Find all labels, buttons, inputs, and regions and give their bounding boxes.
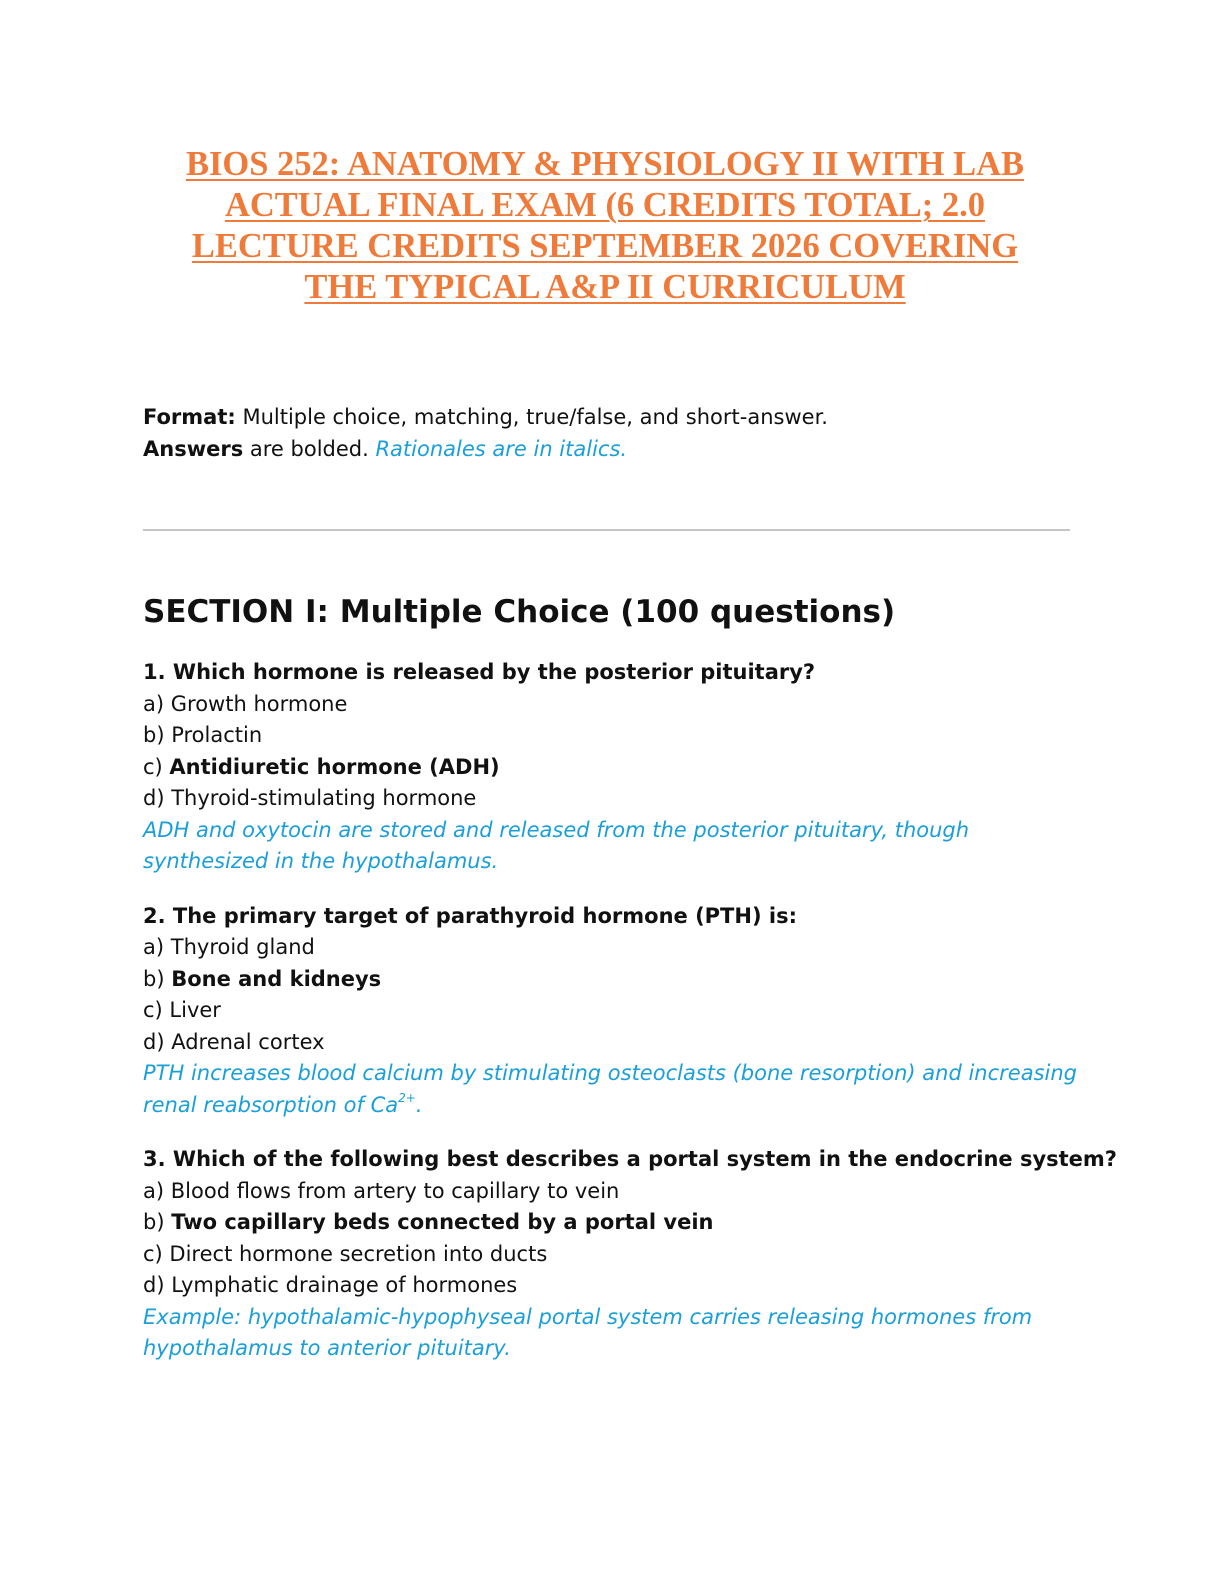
- option-text: Direct hormone secretion into ducts: [169, 1241, 548, 1266]
- option-prefix: d): [143, 786, 172, 810]
- rationale: Example: hypothalamic-hypophyseal portal system carries releasing hormones from hypothalamus to anterior pituitary.: [143, 1304, 1033, 1360]
- answers-text: are bolded.: [243, 437, 376, 461]
- section-title: SECTION I: Multiple Choice (100 questions): [143, 594, 896, 630]
- option-text: Prolactin: [171, 723, 263, 747]
- document-title: [140, 144, 1070, 308]
- option-prefix: d): [143, 1273, 172, 1297]
- option-prefix: d): [143, 1029, 172, 1054]
- option-prefix: b): [143, 966, 172, 991]
- option-prefix: b): [143, 723, 172, 747]
- option-text: Thyroid-stimulating hormone: [171, 786, 477, 810]
- title-line-4: THE TYPICAL A&P II CURRICULUM: [304, 268, 906, 306]
- question-1: [143, 657, 1078, 878]
- option-c: [143, 995, 1078, 1027]
- question-2: [143, 901, 1078, 1122]
- question-stem: 2. The primary target of parathyroid hormone (PTH) is:: [143, 903, 797, 928]
- title-line-1: BIOS 252: ANATOMY & PHYSIOLOGY II WITH LAB: [185, 145, 1025, 183]
- title-line-2: ACTUAL FINAL EXAM (6 CREDITS TOTAL; 2.0: [224, 186, 986, 224]
- option-b: [143, 720, 1078, 752]
- option-d: [143, 1270, 1078, 1302]
- option-b: [143, 1207, 1078, 1239]
- option-c: [143, 1239, 1078, 1271]
- option-text: Thyroid gland: [170, 935, 315, 959]
- correct-answer: Antidiuretic hormone (ADH): [169, 754, 500, 779]
- horizontal-divider: [143, 529, 1070, 531]
- question-3: [143, 1144, 1117, 1365]
- rationale-superscript: 2+: [398, 1090, 416, 1105]
- format-text: Multiple choice, matching, true/false, and short-answer.: [235, 405, 828, 429]
- format-line: [143, 401, 828, 433]
- option-b: [143, 964, 1078, 996]
- answers-line: [143, 433, 828, 465]
- format-notes: [143, 401, 828, 465]
- rationale-note: Rationales are in italics.: [375, 437, 628, 461]
- option-prefix: b): [143, 1210, 172, 1234]
- option-text: Adrenal cortex: [171, 1029, 325, 1054]
- option-prefix: a): [143, 1178, 171, 1203]
- correct-answer: Bone and kidneys: [171, 966, 382, 991]
- rationale: ADH and oxytocin are stored and released from the posterior pituitary, though synthesized in the hypothalamus.: [143, 817, 970, 873]
- rationale: [143, 1058, 1078, 1121]
- rationale-text: PTH increases blood calcium by stimulating osteoclasts (bone resorption) and increasing renal reabsorption of Ca: [143, 1061, 1077, 1117]
- format-label: Format:: [143, 405, 236, 429]
- option-a: [143, 932, 1078, 964]
- option-text: Growth hormone: [170, 691, 348, 716]
- option-prefix: c): [143, 998, 170, 1022]
- option-prefix: a): [143, 935, 171, 959]
- option-a: [143, 689, 1078, 721]
- option-a: [143, 1176, 1078, 1208]
- option-c: [143, 752, 1078, 784]
- option-prefix: c): [143, 754, 170, 779]
- option-text: Blood flows from artery to capillary to vein: [170, 1178, 620, 1203]
- option-prefix: c): [143, 1241, 170, 1266]
- answers-label: Answers: [143, 437, 244, 461]
- option-text: Liver: [169, 998, 221, 1022]
- option-prefix: a): [143, 691, 171, 716]
- correct-answer: Two capillary beds connected by a portal vein: [171, 1210, 714, 1234]
- question-stem: 3. Which of the following best describes a portal system in the endocrine system?: [143, 1147, 1117, 1171]
- option-d: [143, 783, 1078, 815]
- question-stem: 1. Which hormone is released by the posterior pituitary?: [143, 660, 816, 684]
- option-d: [143, 1027, 1078, 1059]
- title-line-3: LECTURE CREDITS SEPTEMBER 2026 COVERING: [191, 227, 1019, 265]
- rationale-end: .: [415, 1092, 423, 1117]
- option-text: Lymphatic drainage of hormones: [171, 1273, 518, 1297]
- question-list: [143, 657, 1117, 1388]
